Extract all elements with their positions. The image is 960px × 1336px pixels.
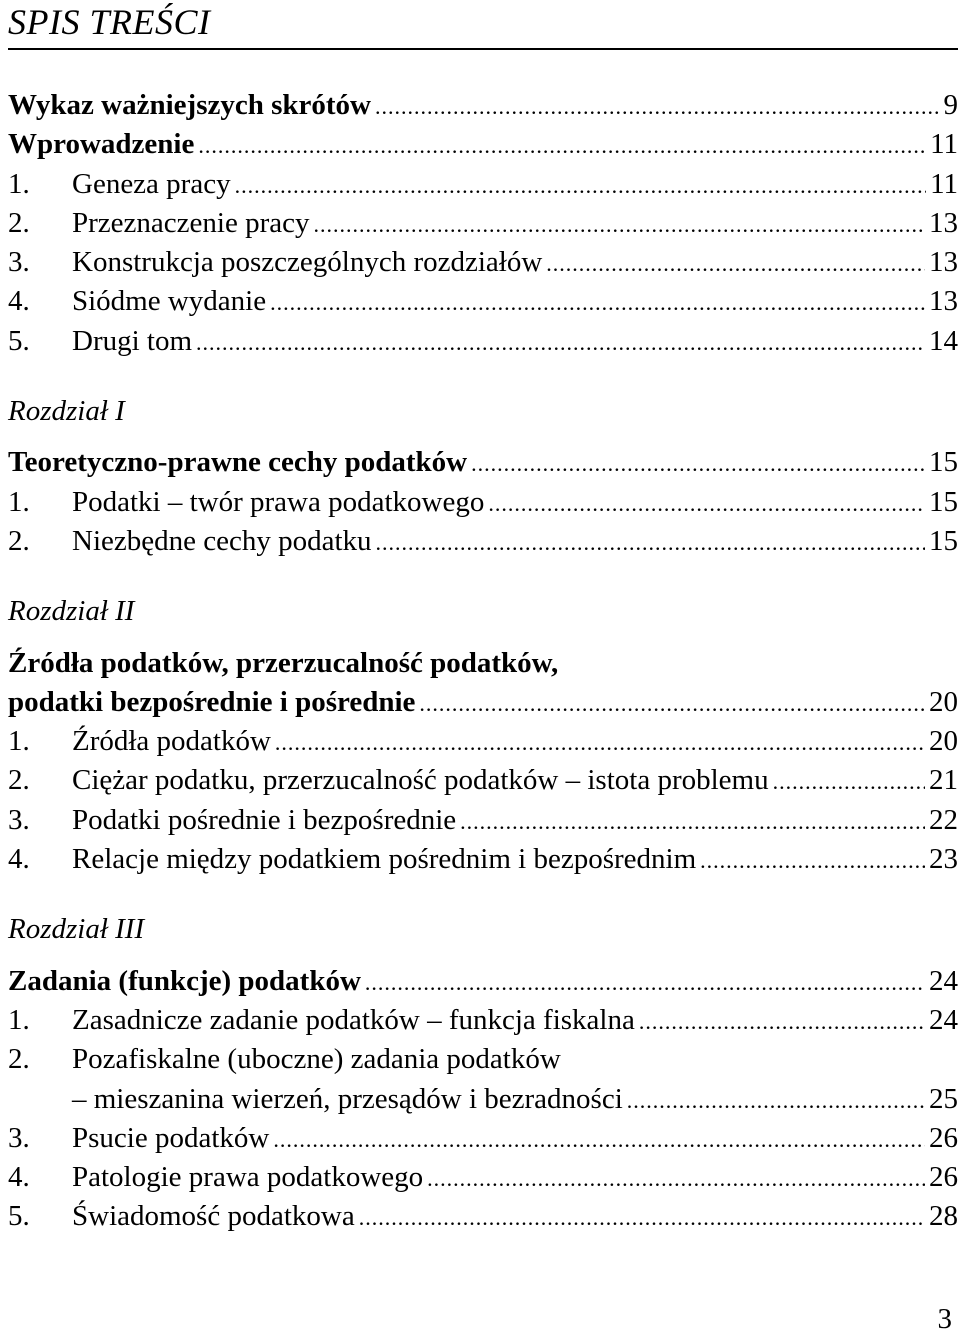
toc-entry-number: 3. — [8, 246, 30, 279]
dot-leader — [198, 126, 926, 165]
toc-entry — [8, 1119, 958, 1158]
toc-entry-number: 2. — [8, 764, 30, 797]
toc-entry-title: Pozafiskalne (uboczne) zadania podatków — [72, 1043, 561, 1076]
toc-entry-title: Źródła podatków — [72, 725, 271, 758]
toc-entry-title: Zasadnicze zadanie podatków – funkcja fiskalna — [72, 1003, 635, 1036]
toc-entry-title: Przeznaczenie pracy — [72, 206, 310, 239]
toc-entry-page: 20 — [929, 725, 958, 758]
dot-leader — [427, 1159, 925, 1198]
toc-entry — [8, 522, 958, 561]
toc-entry-title: Geneza pracy — [72, 167, 231, 200]
toc-entry-number: 5. — [8, 1200, 30, 1233]
chapter-label: Rozdział I — [8, 395, 125, 428]
toc-entry-title: Drugi tom — [72, 324, 193, 357]
toc-entry-title: Relacje między podatkiem pośrednim i bezpośrednim — [72, 843, 697, 876]
toc-entry-number: 1. — [8, 167, 30, 200]
dot-leader — [196, 323, 925, 362]
toc-entry-page: 26 — [929, 1161, 958, 1194]
toc-entry-title: Wykaz ważniejszych skrótów — [8, 89, 371, 121]
table-of-contents — [8, 86, 958, 1237]
toc-entry-page: 28 — [929, 1200, 958, 1233]
dot-leader — [376, 523, 925, 562]
dot-leader — [488, 484, 925, 523]
toc-entry — [8, 443, 958, 482]
toc-entry-title: Siódme wydanie — [72, 285, 267, 318]
toc-entry — [8, 1158, 958, 1197]
toc-entry-page: 13 — [929, 246, 958, 279]
toc-entry-title: Świadomość podatkowa — [72, 1200, 355, 1233]
chapter-label: Rozdział II — [8, 595, 135, 628]
toc-entry-number: 1. — [8, 485, 30, 518]
toc-entry — [8, 840, 958, 879]
toc-entry-number: 2. — [8, 1043, 30, 1076]
toc-entry-title: podatki bezpośrednie i pośrednie — [8, 685, 416, 718]
toc-entry — [8, 1080, 958, 1119]
toc-entry — [8, 722, 958, 761]
toc-entry — [8, 243, 958, 282]
toc-entry — [8, 1197, 958, 1236]
page-title: SPIS TREŚCI — [8, 2, 211, 42]
toc-entry-page: 20 — [929, 685, 958, 718]
dot-leader — [471, 444, 925, 483]
dot-leader — [375, 87, 940, 126]
dot-leader — [359, 1198, 925, 1237]
toc-entry-page: 15 — [929, 446, 958, 479]
toc-entry-title: Źródła podatków, przerzucalność podatków, — [8, 646, 559, 679]
toc-entry-title: Zadania (funkcje) podatków — [8, 964, 361, 997]
toc-entry-page: 26 — [929, 1121, 958, 1154]
toc-entry-page: 9 — [943, 89, 958, 121]
toc-entry-title: Patologie prawa podatkowego — [72, 1161, 424, 1194]
toc-entry — [8, 1001, 958, 1040]
chapter-label: Rozdział III — [8, 913, 145, 946]
toc-entry — [8, 962, 958, 1001]
toc-entry — [8, 282, 958, 321]
toc-entry-title: Podatki – twór prawa podatkowego — [72, 485, 485, 518]
dot-leader — [773, 762, 925, 801]
dot-leader — [235, 166, 926, 205]
toc-entry — [8, 322, 958, 361]
toc-entry — [8, 125, 958, 164]
toc-entry-number: 5. — [8, 324, 30, 357]
toc-entry-page: 15 — [929, 524, 958, 557]
dot-leader — [627, 1081, 925, 1120]
toc-entry-title: Podatki pośrednie i bezpośrednie — [72, 803, 457, 836]
toc-entry-title: Ciężar podatku, przerzucalność podatków – istota problemu — [72, 764, 769, 797]
dot-leader — [270, 283, 925, 322]
toc-entry-title: Psucie podatków — [72, 1121, 270, 1154]
toc-entry-page: 14 — [929, 324, 958, 357]
toc-entry-title: Teoretyczno-prawne cechy podatków — [8, 446, 468, 479]
toc-entry-number: 1. — [8, 1003, 30, 1036]
toc-entry — [8, 86, 958, 125]
dot-leader — [419, 684, 925, 723]
toc-entry — [8, 683, 958, 722]
header-divider — [8, 48, 958, 50]
toc-entry-page: 22 — [929, 803, 958, 836]
dot-leader — [546, 244, 925, 283]
toc-entry-number: 4. — [8, 1161, 30, 1194]
dot-leader — [460, 802, 925, 841]
toc-entry-title: – mieszanina wierzeń, przesądów i bezradności — [72, 1082, 623, 1115]
toc-entry — [8, 165, 958, 204]
dot-leader — [273, 1120, 925, 1159]
toc-entry-number: 3. — [8, 803, 30, 836]
toc-entry-number: 3. — [8, 1121, 30, 1154]
toc-entry-page: 13 — [929, 206, 958, 239]
toc-entry-number: 2. — [8, 524, 30, 557]
dot-leader — [313, 205, 925, 244]
toc-entry-page: 11 — [930, 167, 958, 200]
toc-entry-title: Wprowadzenie — [8, 128, 195, 161]
dot-leader — [639, 1002, 925, 1041]
toc-entry-page: 25 — [929, 1082, 958, 1115]
toc-entry — [8, 801, 958, 840]
toc-entry-page: 21 — [929, 764, 958, 797]
toc-entry-number: 1. — [8, 725, 30, 758]
toc-entry — [8, 1040, 958, 1079]
toc-entry — [8, 204, 958, 243]
toc-entry-number: 4. — [8, 285, 30, 318]
dot-leader — [700, 841, 925, 880]
toc-entry-page: 23 — [929, 843, 958, 876]
toc-entry-title: Niezbędne cechy podatku — [72, 524, 372, 557]
dot-leader — [365, 963, 925, 1002]
toc-entry-page: 13 — [929, 285, 958, 318]
toc-entry — [8, 483, 958, 522]
toc-entry-title: Konstrukcja poszczególnych rozdziałów — [72, 246, 543, 279]
toc-entry-page: 11 — [930, 128, 958, 161]
toc-entry-number: 4. — [8, 843, 30, 876]
toc-entry — [8, 761, 958, 800]
dot-leader — [275, 723, 925, 762]
page-number: 3 — [937, 1303, 952, 1335]
toc-entry-page: 15 — [929, 485, 958, 518]
toc-entry-number: 2. — [8, 206, 30, 239]
toc-entry — [8, 644, 958, 683]
toc-entry-page: 24 — [929, 1003, 958, 1036]
toc-entry-page: 24 — [929, 964, 958, 997]
